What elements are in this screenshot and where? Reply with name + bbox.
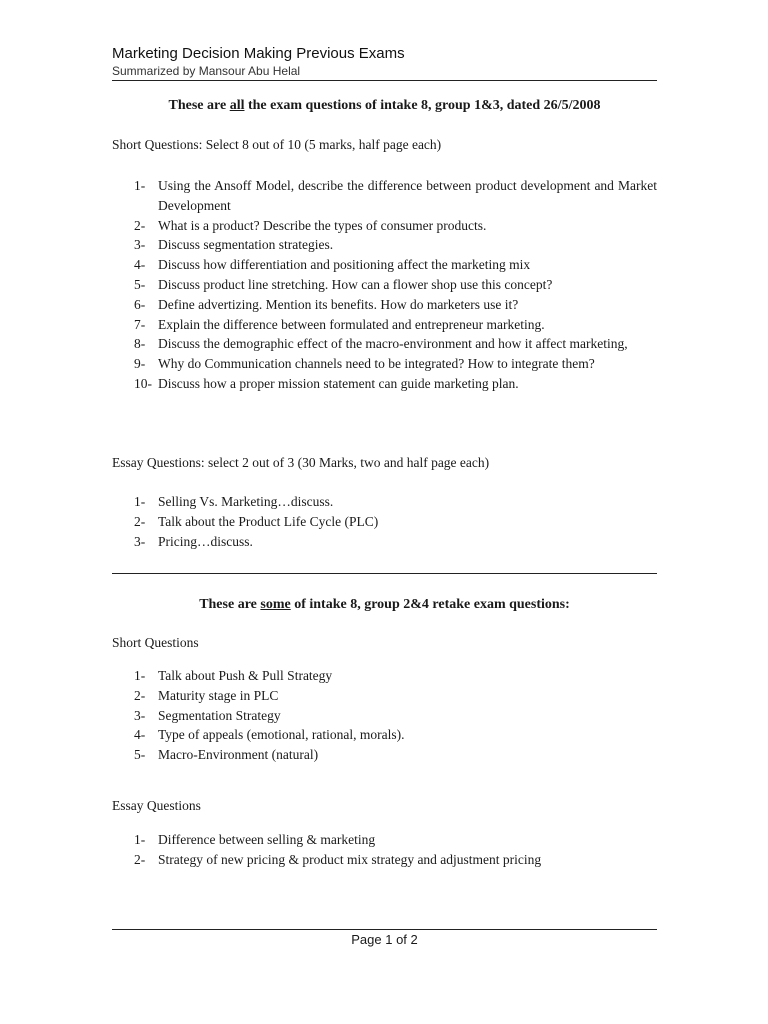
question-item [112, 830, 657, 850]
question-item [112, 315, 657, 335]
question-number: 4- [134, 257, 146, 273]
question-text: Discuss segmentation strategies. [158, 237, 334, 253]
exam1-short-title: Short Questions: Select 8 out of 10 (5 marks, half page each) [112, 137, 442, 152]
question-item [112, 235, 657, 255]
document-subtitle: Summarized by Mansour Abu Helal [112, 64, 301, 78]
exam2-essay-list [112, 830, 657, 870]
question-text: Maturity stage in PLC [158, 687, 279, 703]
question-item [112, 275, 657, 295]
question-item [112, 295, 657, 315]
question-item [112, 706, 657, 726]
question-number: 2- [134, 687, 146, 703]
question-number: 5- [134, 747, 146, 763]
question-number: 1- [134, 494, 146, 509]
header-rule [112, 80, 657, 81]
question-number: 5- [134, 276, 146, 292]
question-number: 2- [134, 851, 146, 867]
question-text: Why do Communication channels need to be integrated? How to integrate them? [158, 356, 595, 372]
document-header [112, 44, 405, 79]
page-number: Page 1 of 2 [351, 932, 418, 947]
exam1-essay-list [112, 492, 657, 551]
exam1-heading: These are all the exam questions of intake 8, group 1&3, dated 26/5/2008 [168, 98, 601, 113]
question-item [112, 745, 657, 765]
question-text: Talk about Push & Pull Strategy [158, 668, 333, 683]
question-item [112, 666, 657, 686]
question-number: 3- [134, 533, 146, 549]
question-item [112, 725, 657, 745]
question-text: Discuss how differentiation and positioning affect the marketing mix [158, 257, 531, 273]
question-text: Using the Ansoff Model, describe the difference between product development and Market Development [158, 178, 657, 213]
question-text: Strategy of new pricing & product mix strategy and adjustment pricing [158, 851, 542, 867]
question-item [112, 850, 657, 870]
question-item [112, 374, 657, 394]
question-text: Difference between selling & marketing [158, 832, 376, 847]
question-number: 6- [134, 296, 146, 312]
question-number: 2- [134, 513, 146, 529]
exam1-short-list [112, 176, 657, 394]
question-text: What is a product? Describe the types of consumer products. [158, 217, 487, 233]
question-text: Discuss how a proper mission statement can guide marketing plan. [158, 375, 519, 391]
exam2-heading: These are some of intake 8, group 2&4 retake exam questions: [199, 597, 570, 612]
question-number: 3- [134, 237, 146, 253]
question-number: 8- [134, 336, 146, 352]
question-text: Talk about the Product Life Cycle (PLC) [158, 513, 379, 529]
exam2-short-list [112, 666, 657, 765]
question-number: 2- [134, 217, 146, 233]
question-text: Define advertizing. Mention its benefits. How do marketers use it? [158, 296, 519, 312]
exam2-short-title: Short Questions [112, 635, 199, 650]
exam2-essay-title: Essay Questions [112, 798, 201, 813]
question-item [112, 532, 657, 552]
question-text: Macro-Environment (natural) [158, 747, 319, 763]
section-divider [112, 573, 657, 574]
question-text: Explain the difference between formulated and entrepreneur marketing. [158, 316, 545, 332]
question-text: Discuss product line stretching. How can a flower shop use this concept? [158, 276, 553, 292]
question-item [112, 512, 657, 532]
question-item [112, 176, 657, 216]
question-item [112, 492, 657, 512]
question-text: Type of appeals (emotional, rational, morals). [158, 727, 405, 743]
question-number: 4- [134, 727, 146, 743]
footer-rule [112, 929, 657, 930]
question-number: 9- [134, 356, 146, 372]
question-text: Selling Vs. Marketing…discuss. [158, 494, 334, 509]
question-text: Segmentation Strategy [158, 707, 281, 723]
question-item [112, 686, 657, 706]
question-number: 10- [134, 375, 152, 391]
question-number: 1- [134, 668, 146, 683]
question-text: Pricing…discuss. [158, 533, 253, 549]
question-number: 1- [134, 832, 146, 847]
document-page [112, 44, 657, 984]
question-item [112, 334, 657, 354]
question-item [112, 354, 657, 374]
question-item [112, 216, 657, 236]
question-item [112, 255, 657, 275]
question-number: 1- [134, 178, 146, 193]
question-text: Discuss the demographic effect of the macro-environment and how it affect marketing, [158, 336, 628, 352]
question-number: 3- [134, 707, 146, 723]
question-number: 7- [134, 316, 146, 332]
exam1-essay-title: Essay Questions: select 2 out of 3 (30 Marks, two and half page each) [112, 455, 490, 470]
document-title: Marketing Decision Making Previous Exams [112, 45, 405, 62]
